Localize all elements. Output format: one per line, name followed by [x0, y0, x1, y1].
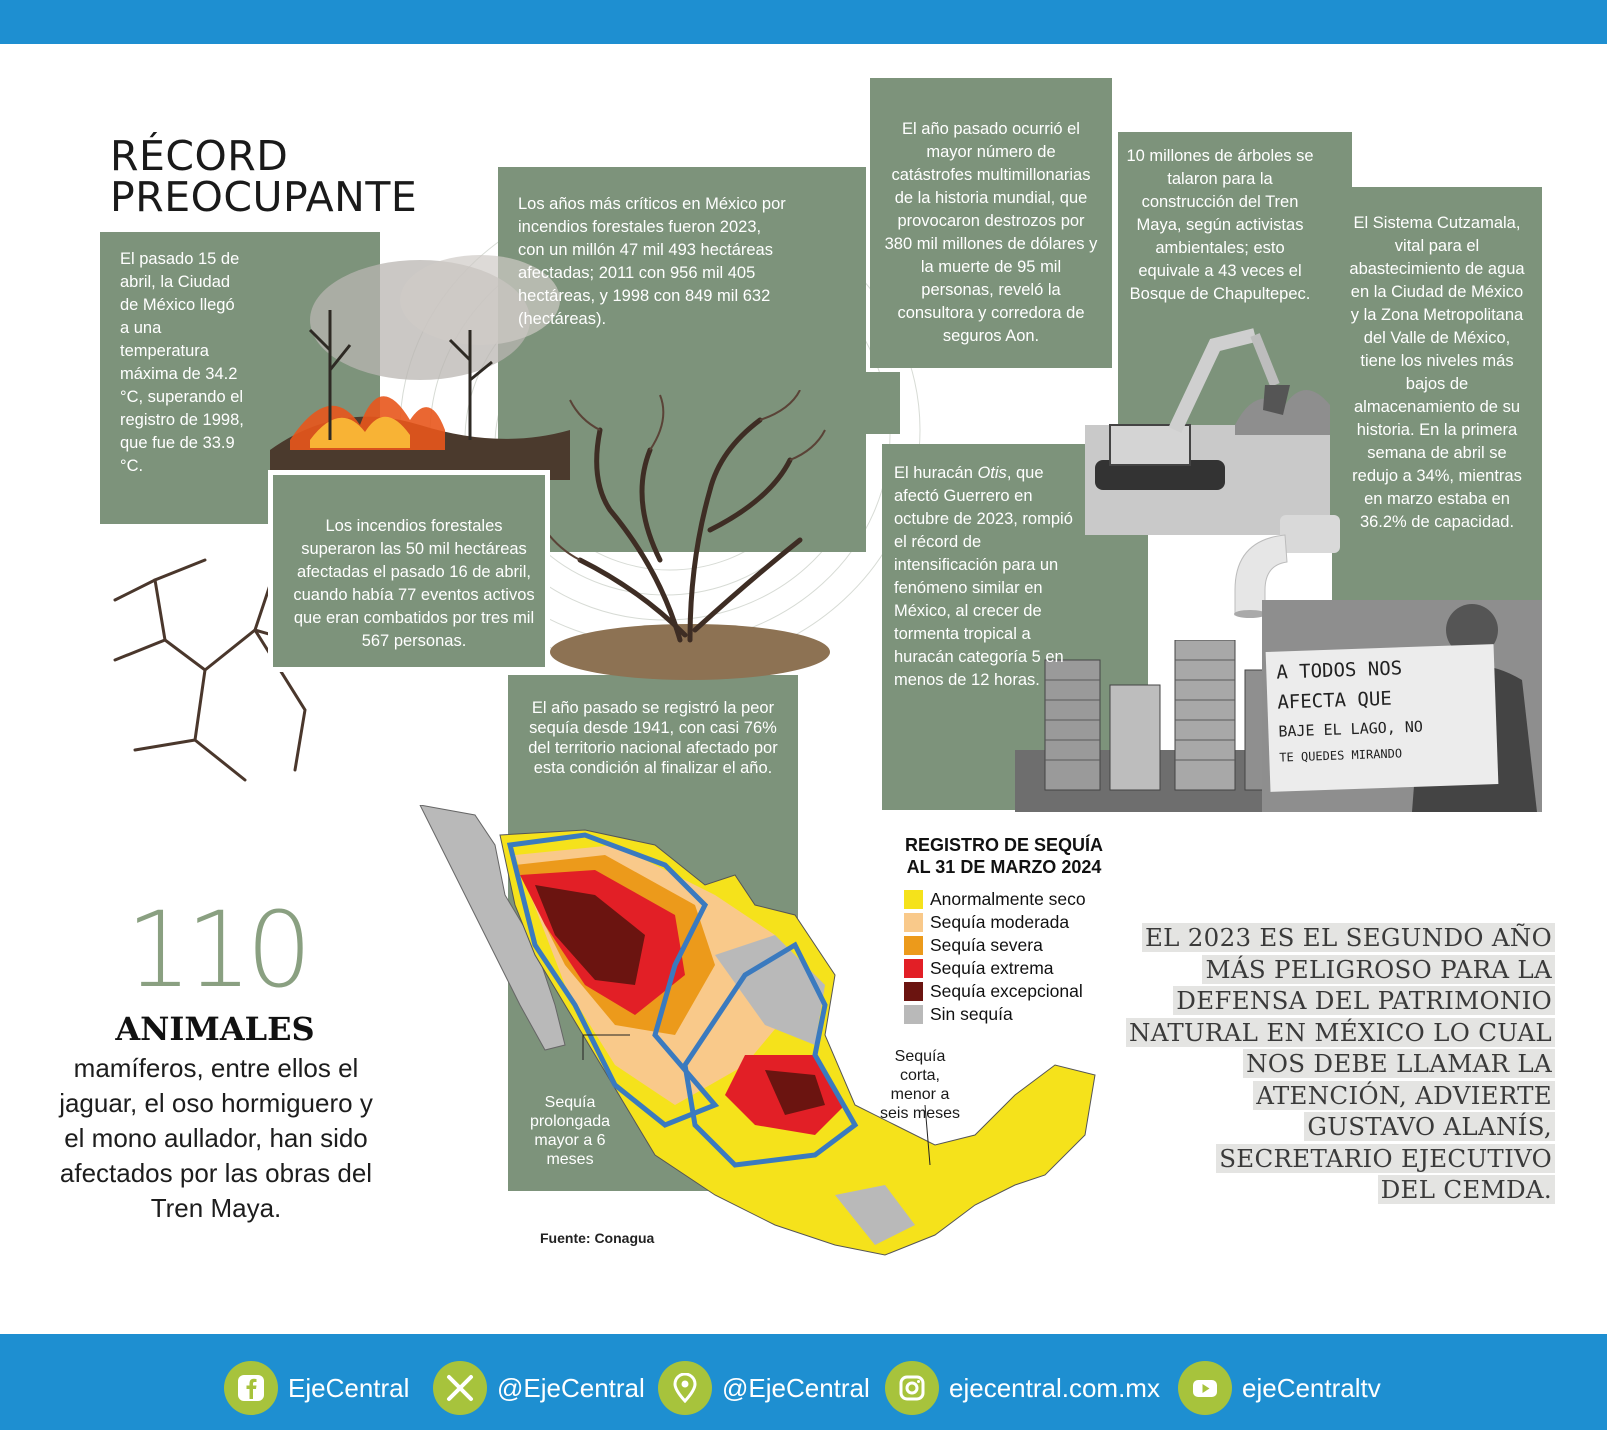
quote-line: DEL CEMDA.	[1120, 1174, 1555, 1206]
annot-long-line-3: mayor a 6	[534, 1132, 606, 1149]
title-line-1: RÉCORD	[110, 132, 289, 180]
panel-incendios-text: Los incendios forestales superaron las 50 mil hectáreas afectadas el pasado 16 de abril, cuando había 77 eventos activos que eran combatidos por tres mil 567 personas.	[293, 517, 535, 650]
social-location[interactable]	[658, 1361, 870, 1415]
instagram-icon	[885, 1361, 939, 1415]
legend-item	[904, 980, 1104, 1003]
stat-text: mamíferos, entre ellos el jaguar, el oso hormiguero y el mono aullador, han sido afectados por las obras del Tren Maya.	[59, 1053, 373, 1223]
panel-otis-text	[894, 462, 1074, 692]
legend-swatch	[904, 959, 923, 978]
legend-swatch	[904, 1005, 923, 1024]
panel-cutzamala-text: El Sistema Cutzamala, vital para el abastecimiento de agua en la Ciudad de México y la Zona Metropolitana del Valle de México, tiene los niveles más bajos de almacenamiento de su historia. En la primera semana de abril se redujo a 34%, mientras en marzo estaba en 36.2% de capacidad.	[1349, 214, 1525, 531]
legend-swatch	[904, 936, 923, 955]
facebook-handle: EjeCentral	[288, 1372, 410, 1403]
otis-prefix: El huracán	[894, 464, 978, 482]
pull-quote	[1120, 922, 1555, 1206]
panel-temperatura-text: El pasado 15 de abril, la Ciudad de México llegó a una temperatura máxima de 34.2 °C, superando el registro de 1998, que fue de 33.9 °C.	[120, 250, 244, 475]
youtube-handle: ejeCentraltv	[1242, 1372, 1381, 1403]
sign-line-1: A TODOS NOS	[1275, 657, 1403, 684]
otis-name: Otis	[977, 464, 1007, 482]
protest-sign	[1266, 644, 1499, 792]
panel-anios-criticos-ext	[820, 372, 900, 434]
panel-sequia-text: El año pasado se registró la peor sequía desde 1941, con casi 76% del territorio nacional afectado por esta condición al finalizar el año.	[528, 699, 778, 777]
quote-line: MÁS PELIGROSO PARA LA	[1120, 954, 1555, 986]
legend-label: Sin sequía	[930, 1004, 1013, 1024]
x-handle: @EjeCentral	[497, 1372, 645, 1403]
quote-line: NATURAL EN MÉXICO LO CUAL	[1120, 1017, 1555, 1049]
legend-label: Sequía severa	[930, 935, 1043, 955]
drought-legend	[904, 834, 1104, 1026]
legend-label: Anormalmente seco	[930, 889, 1086, 909]
dried-shrub-photo	[540, 390, 830, 680]
legend-label: Sequía extrema	[930, 958, 1054, 978]
title-line-2: PREOCUPANTE	[110, 173, 418, 221]
annot-short-drought	[870, 1047, 970, 1123]
sign-line-3: BAJE EL LAGO, NO	[1278, 717, 1424, 741]
quote-line: EL 2023 ES EL SEGUNDO AÑO	[1120, 922, 1555, 954]
annot-short-line-2: corta,	[899, 1067, 940, 1084]
legend-list	[904, 888, 1104, 1026]
otis-suffix: , que afectó Guerrero en octubre de 2023, rompió el récord de intensificación para un fenómeno similar en México, al crecer de tormenta tropical a huracán categoría 5 en menos de 12 horas.	[894, 464, 1073, 689]
annot-long-line-1: Sequía	[544, 1094, 596, 1111]
sign-line-4: TE QUEDES MIRANDO	[1279, 746, 1403, 765]
social-x[interactable]	[433, 1361, 645, 1415]
legend-swatch	[904, 982, 923, 1001]
location-pin-icon	[658, 1361, 712, 1415]
panel-anios-criticos-text: Los años más críticos en México por incendios forestales fueron 2023, con un millón 47 mil 493 hectáreas afectadas; 2011 con 956 mil 405 hectáreas, y 1998 con 849 mil 632 (hectáreas).	[518, 195, 786, 328]
top-bar	[0, 0, 1607, 44]
quote-line: ATENCIÓN, ADVIERTE	[1120, 1080, 1555, 1112]
annot-long-line-2: prolongada	[529, 1113, 611, 1130]
panel-arboles-text: 10 millones de árboles se talaron para la construcción del Tren Maya, según activistas ambientales; esto equivale a 43 veces el Bosque de Chapultepec.	[1126, 147, 1314, 303]
quote-line: SECRETARIO EJECUTIVO	[1120, 1143, 1555, 1175]
social-youtube[interactable]	[1178, 1361, 1381, 1415]
youtube-icon	[1178, 1361, 1232, 1415]
legend-label: Sequía moderada	[930, 912, 1070, 932]
social-facebook[interactable]	[224, 1361, 409, 1415]
legend-item	[904, 888, 1104, 911]
legend-title	[904, 834, 1104, 878]
annot-short-line-3: menor a	[890, 1086, 950, 1103]
legend-label: Sequía excepcional	[930, 981, 1083, 1001]
stat-label: ANIMALES	[115, 1010, 315, 1048]
annot-long-line-4: meses	[546, 1151, 594, 1168]
protest-photo	[1262, 600, 1542, 812]
legend-title-line-2: AL 31 DE MARZO 2024	[906, 857, 1102, 877]
sign-line-2: AFECTA QUE	[1277, 687, 1393, 714]
legend-title-line-1: REGISTRO DE SEQUÍA	[904, 835, 1104, 855]
map-source: Fuente: Conagua	[540, 1230, 655, 1246]
annot-short-line-1: Sequía	[894, 1048, 946, 1065]
social-instagram[interactable]	[885, 1361, 1160, 1415]
annot-short-line-4: seis meses	[879, 1105, 961, 1122]
quote-line: DEFENSA DEL PATRIMONIO	[1120, 985, 1555, 1017]
legend-item	[904, 934, 1104, 957]
quote-line: NOS DEBE LLAMAR LA	[1120, 1048, 1555, 1080]
facebook-icon	[224, 1361, 278, 1415]
panel-catastrofes-text: El año pasado ocurrió el mayor número de catástrofes multimillonarias de la historia mundial, que provocaron destrozos por 380 mil millones de dólares y la muerte de 95 mil personas, reveló la consultora y corredora de seguros Aon.	[884, 120, 1098, 345]
stat-number: 110	[125, 889, 307, 1011]
legend-item	[904, 1003, 1104, 1026]
website-handle: ejecentral.com.mx	[949, 1372, 1160, 1403]
quote-line: GUSTAVO ALANÍS,	[1120, 1111, 1555, 1143]
x-icon	[433, 1361, 487, 1415]
legend-item	[904, 911, 1104, 934]
excavator-photo	[1085, 305, 1330, 535]
annot-long-drought	[520, 1093, 620, 1169]
page-title	[110, 132, 418, 221]
legend-swatch	[904, 890, 923, 909]
location-handle: @EjeCentral	[722, 1372, 870, 1403]
legend-item	[904, 957, 1104, 980]
legend-swatch	[904, 913, 923, 932]
